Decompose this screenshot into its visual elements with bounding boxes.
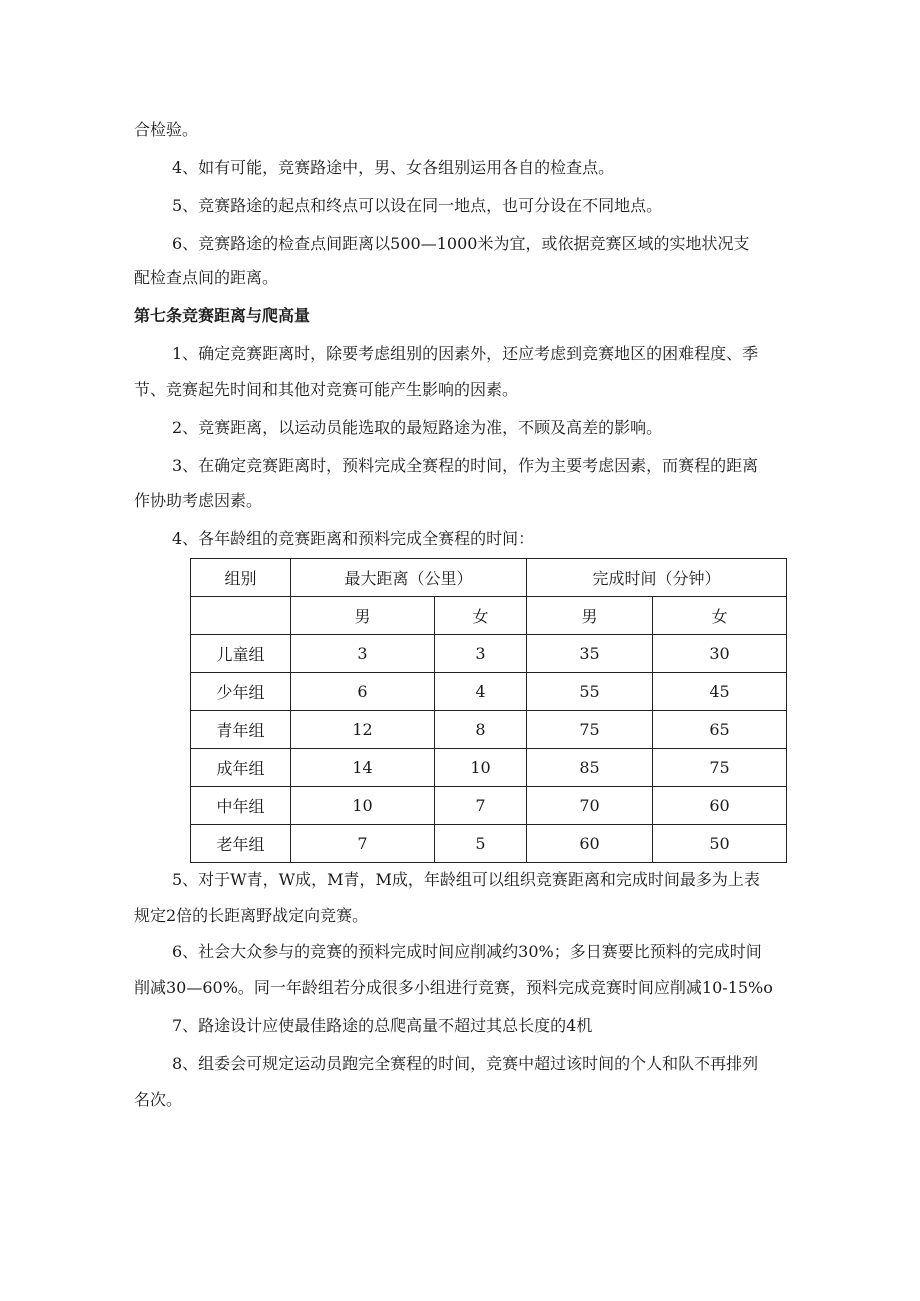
table-cell: 30 [653,635,787,673]
table-cell: 55 [527,673,653,711]
table-cell: 12 [291,711,435,749]
subheader-cell: 女 [435,597,527,635]
text-line: 7、路途设计应使最佳路途的总爬高量不超过其总长度的4机 [172,1016,593,1035]
table-row [191,711,787,749]
table-cell: 8 [435,711,527,749]
table-cell: 青年组 [191,711,291,749]
table-cell: 45 [653,673,787,711]
table-cell: 3 [435,635,527,673]
table-cell: 7 [435,787,527,825]
text-line: 4、如有可能，竞赛路途中，男、女各组别运用各自的检查点。 [172,158,615,177]
table-cell: 60 [527,825,653,863]
text-line: 8、组委会可规定运动员跑完全赛程的时间，竞赛中超过该时间的个人和队不再排列 [172,1054,759,1073]
table-cell: 70 [527,787,653,825]
text-line: 2、竞赛距离，以运动员能选取的最短路途为准，不顾及高差的影响。 [172,418,663,437]
section-heading: 第七条竞赛距离与爬高量 [134,306,311,325]
table-row [191,787,787,825]
table-cell: 中年组 [191,787,291,825]
table-cell: 75 [653,749,787,787]
table-cell: 6 [291,673,435,711]
header-cell: 完成时间（分钟） [527,559,787,597]
table-cell [191,597,291,635]
text-line: 削减30—60%。同一年龄组若分成很多小组进行竞赛，预料完成竞赛时间应削减10-15%o [134,978,773,997]
text-line: 名次。 [134,1090,183,1109]
text-line: 作协助考虑因素。 [134,491,263,510]
table-cell: 65 [653,711,787,749]
table-cell: 85 [527,749,653,787]
table-cell: 3 [291,635,435,673]
table-cell: 成年组 [191,749,291,787]
table-subheader-row [191,597,787,635]
subheader-cell: 男 [291,597,435,635]
text-line: 配检查点间的距离。 [134,268,279,287]
text-line: 6、社会大众参与的竞赛的预料完成时间应削减约30%；多日赛要比预料的完成时间 [172,942,762,961]
table-header-row [191,559,787,597]
header-cell: 组别 [191,559,291,597]
table-row [191,635,787,673]
table-row [191,825,787,863]
table-cell: 少年组 [191,673,291,711]
text-line: 3、在确定竞赛距离时，预料完成全赛程的时间，作为主要考虑因素，而赛程的距离 [172,456,759,475]
text-line: 规定2倍的长距离野战定向竞赛。 [134,906,369,925]
table-cell: 5 [435,825,527,863]
table-cell: 14 [291,749,435,787]
table-row [191,749,787,787]
table-row [191,673,787,711]
table-cell: 75 [527,711,653,749]
header-cell: 最大距离（公里） [291,559,527,597]
table-cell: 10 [435,749,527,787]
text-line: 4、各年龄组的竞赛距离和预料完成全赛程的时间： [172,529,535,548]
text-line: 合检验。 [134,120,199,139]
text-line: 1、确定竞赛距离时，除要考虑组别的因素外，还应考虑到竞赛地区的困难程度、季 [172,344,759,363]
text-line: 节、竞赛起先时间和其他对竞赛可能产生影响的因素。 [134,380,519,399]
text-line: 5、对于W青，W成，M青，M成，年龄组可以组织竞赛距离和完成时间最多为上表 [172,870,760,889]
table-cell: 儿童组 [191,635,291,673]
subheader-cell: 女 [653,597,787,635]
table-cell: 10 [291,787,435,825]
table-cell: 35 [527,635,653,673]
table-cell: 4 [435,673,527,711]
text-line: 5、竞赛路途的起点和终点可以设在同一地点，也可分设在不同地点。 [172,196,663,215]
age-group-table [190,558,787,863]
table-cell: 50 [653,825,787,863]
subheader-cell: 男 [527,597,653,635]
table-cell: 60 [653,787,787,825]
table-cell: 老年组 [191,825,291,863]
table-cell: 7 [291,825,435,863]
text-line: 6、竞赛路途的检查点间距离以500—1000米为宜，或依据竞赛区域的实地状况支 [172,234,750,253]
